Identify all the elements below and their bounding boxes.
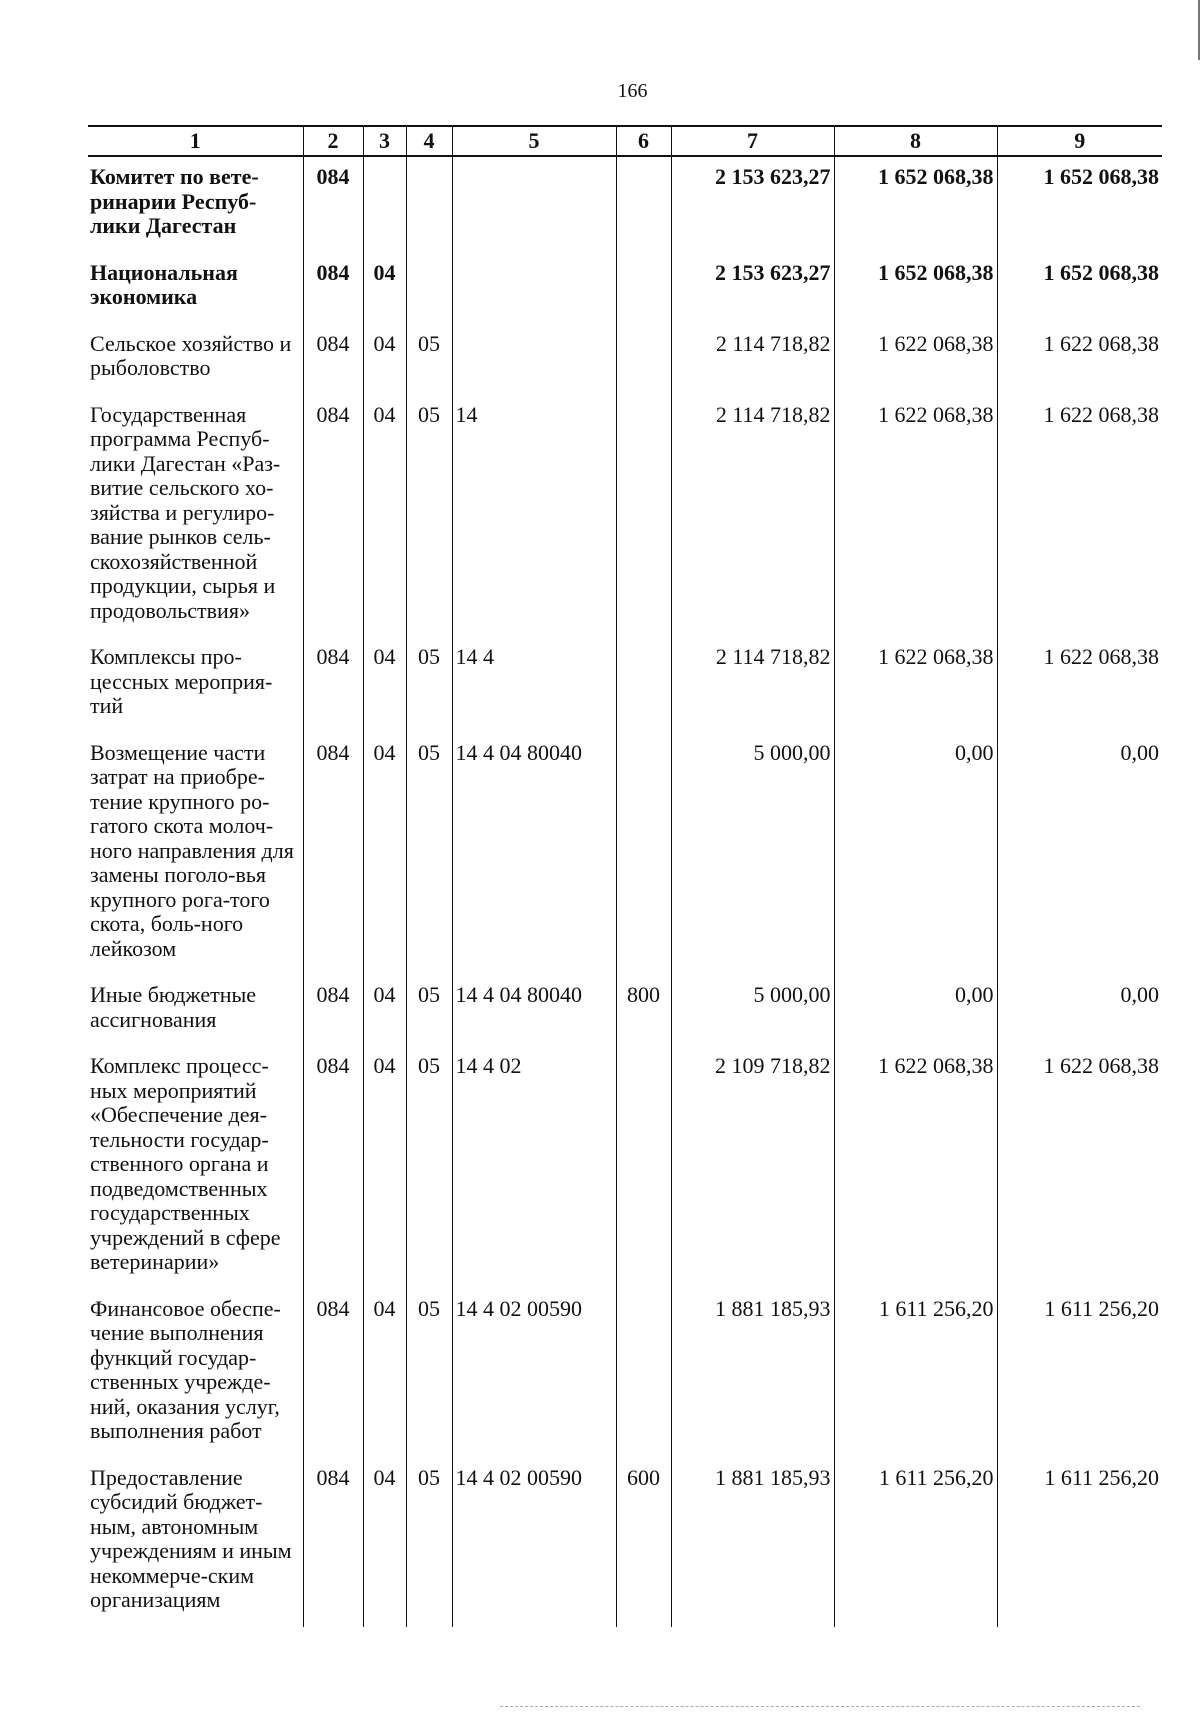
cell-name: Иные бюджетные ассигнования	[88, 975, 303, 1046]
cell-gr: 084	[303, 324, 363, 395]
cell-pr: 05	[406, 637, 452, 733]
cell-amount-8: 1 652 068,38	[834, 253, 997, 324]
cell-csr: 14 4 02 00590	[452, 1458, 616, 1627]
cell-amount-9: 1 652 068,38	[997, 156, 1162, 253]
scan-noise-line	[500, 1706, 1140, 1708]
cell-amount-7: 1 881 185,93	[671, 1458, 834, 1627]
cell-pr: 05	[406, 1046, 452, 1289]
cell-amount-9: 0,00	[997, 733, 1162, 976]
cell-amount-7: 2 114 718,82	[671, 637, 834, 733]
cell-rz: 04	[363, 637, 406, 733]
cell-csr: 14 4 02 00590	[452, 1289, 616, 1458]
cell-amount-8: 1 622 068,38	[834, 1046, 997, 1289]
cell-name: Комитет по вете-ринарии Респуб-лики Дагестан	[88, 156, 303, 253]
cell-amount-8: 1 622 068,38	[834, 395, 997, 638]
cell-vr	[616, 253, 671, 324]
cell-amount-9: 1 622 068,38	[997, 637, 1162, 733]
cell-csr: 14 4 04 80040	[452, 733, 616, 976]
cell-amount-9: 1 622 068,38	[997, 1046, 1162, 1289]
cell-gr: 084	[303, 637, 363, 733]
cell-amount-7: 2 153 623,27	[671, 253, 834, 324]
budget-table	[88, 125, 1162, 1627]
cell-amount-7: 5 000,00	[671, 975, 834, 1046]
table-row	[88, 395, 1162, 638]
col-header-7: 7	[671, 126, 834, 156]
cell-rz: 04	[363, 1289, 406, 1458]
cell-pr	[406, 156, 452, 253]
cell-vr	[616, 1046, 671, 1289]
cell-amount-8: 0,00	[834, 733, 997, 976]
cell-gr: 084	[303, 395, 363, 638]
col-header-3: 3	[363, 126, 406, 156]
cell-name: Комплексы про-цессных мероприя-тий	[88, 637, 303, 733]
col-header-1: 1	[88, 126, 303, 156]
cell-name: Сельское хозяйство и рыболовство	[88, 324, 303, 395]
cell-amount-8: 1 611 256,20	[834, 1458, 997, 1627]
cell-name: Предоставление субсидий бюджет-ным, автономным учреждениям и иным некоммерче-ским организациям	[88, 1458, 303, 1627]
col-header-6: 6	[616, 126, 671, 156]
cell-rz: 04	[363, 733, 406, 976]
cell-amount-9: 1 611 256,20	[997, 1289, 1162, 1458]
cell-csr	[452, 253, 616, 324]
cell-gr: 084	[303, 733, 363, 976]
cell-amount-9: 1 652 068,38	[997, 253, 1162, 324]
cell-gr: 084	[303, 1458, 363, 1627]
cell-rz: 04	[363, 253, 406, 324]
table-row	[88, 1458, 1162, 1627]
cell-csr	[452, 324, 616, 395]
table-row	[88, 1289, 1162, 1458]
cell-rz: 04	[363, 1046, 406, 1289]
cell-amount-9: 0,00	[997, 975, 1162, 1046]
cell-rz: 04	[363, 324, 406, 395]
page-number: 166	[617, 80, 648, 102]
cell-gr: 084	[303, 1046, 363, 1289]
cell-amount-8: 1 622 068,38	[834, 637, 997, 733]
cell-pr: 05	[406, 975, 452, 1046]
cell-vr: 600	[616, 1458, 671, 1627]
cell-amount-9: 1 622 068,38	[997, 324, 1162, 395]
cell-gr: 084	[303, 253, 363, 324]
cell-vr	[616, 1289, 671, 1458]
cell-vr	[616, 733, 671, 976]
col-header-9: 9	[997, 126, 1162, 156]
cell-amount-8: 1 652 068,38	[834, 156, 997, 253]
cell-csr	[452, 156, 616, 253]
table-row	[88, 156, 1162, 253]
cell-amount-7: 1 881 185,93	[671, 1289, 834, 1458]
table-body	[88, 156, 1162, 1627]
col-header-4: 4	[406, 126, 452, 156]
cell-gr: 084	[303, 975, 363, 1046]
cell-csr: 14 4	[452, 637, 616, 733]
cell-csr: 14 4 04 80040	[452, 975, 616, 1046]
cell-amount-7: 2 109 718,82	[671, 1046, 834, 1289]
cell-name: Возмещение части затрат на приобре-тение крупного ро-гатого скота молоч-ного направления для замены поголо-вья крупного рога-того скота, боль-ного лейкозом	[88, 733, 303, 976]
cell-gr: 084	[303, 1289, 363, 1458]
cell-name: Государственная программа Респуб-лики Дагестан «Раз-витие сельского хо-зяйства и регулиро-вание рынков сель-скохозяйственной продукции, сырья и продовольствия»	[88, 395, 303, 638]
cell-amount-7: 2 114 718,82	[671, 395, 834, 638]
cell-csr: 14	[452, 395, 616, 638]
cell-pr	[406, 253, 452, 324]
cell-vr	[616, 324, 671, 395]
cell-vr	[616, 637, 671, 733]
cell-rz: 04	[363, 395, 406, 638]
cell-gr: 084	[303, 156, 363, 253]
table-row	[88, 733, 1162, 976]
cell-rz: 04	[363, 1458, 406, 1627]
cell-vr	[616, 395, 671, 638]
cell-pr: 05	[406, 395, 452, 638]
cell-pr: 05	[406, 1458, 452, 1627]
cell-pr: 05	[406, 733, 452, 976]
cell-amount-7: 2 153 623,27	[671, 156, 834, 253]
cell-amount-8: 0,00	[834, 975, 997, 1046]
table-row	[88, 1046, 1162, 1289]
cell-amount-8: 1 611 256,20	[834, 1289, 997, 1458]
cell-vr: 800	[616, 975, 671, 1046]
header-row	[88, 126, 1162, 156]
cell-name: Комплекс процесс-ных мероприятий «Обеспечение дея-тельности государ-ственного органа и подведомственных государственных учреждений в сфере ветеринарии»	[88, 1046, 303, 1289]
cell-name: Финансовое обеспе-чение выполнения функций государ-ственных учрежде-ний, оказания услуг, выполнения работ	[88, 1289, 303, 1458]
table-header	[88, 126, 1162, 156]
table-row	[88, 975, 1162, 1046]
cell-name: Национальная экономика	[88, 253, 303, 324]
cell-pr: 05	[406, 1289, 452, 1458]
cell-amount-7: 2 114 718,82	[671, 324, 834, 395]
cell-amount-8: 1 622 068,38	[834, 324, 997, 395]
col-header-8: 8	[834, 126, 997, 156]
table-row	[88, 253, 1162, 324]
table-row	[88, 637, 1162, 733]
cell-csr: 14 4 02	[452, 1046, 616, 1289]
cell-vr	[616, 156, 671, 253]
cell-amount-9: 1 611 256,20	[997, 1458, 1162, 1627]
cell-pr: 05	[406, 324, 452, 395]
cell-amount-9: 1 622 068,38	[997, 395, 1162, 638]
col-header-2: 2	[303, 126, 363, 156]
col-header-5: 5	[452, 126, 616, 156]
table-row	[88, 324, 1162, 395]
cell-amount-7: 5 000,00	[671, 733, 834, 976]
cell-rz	[363, 156, 406, 253]
cell-rz: 04	[363, 975, 406, 1046]
